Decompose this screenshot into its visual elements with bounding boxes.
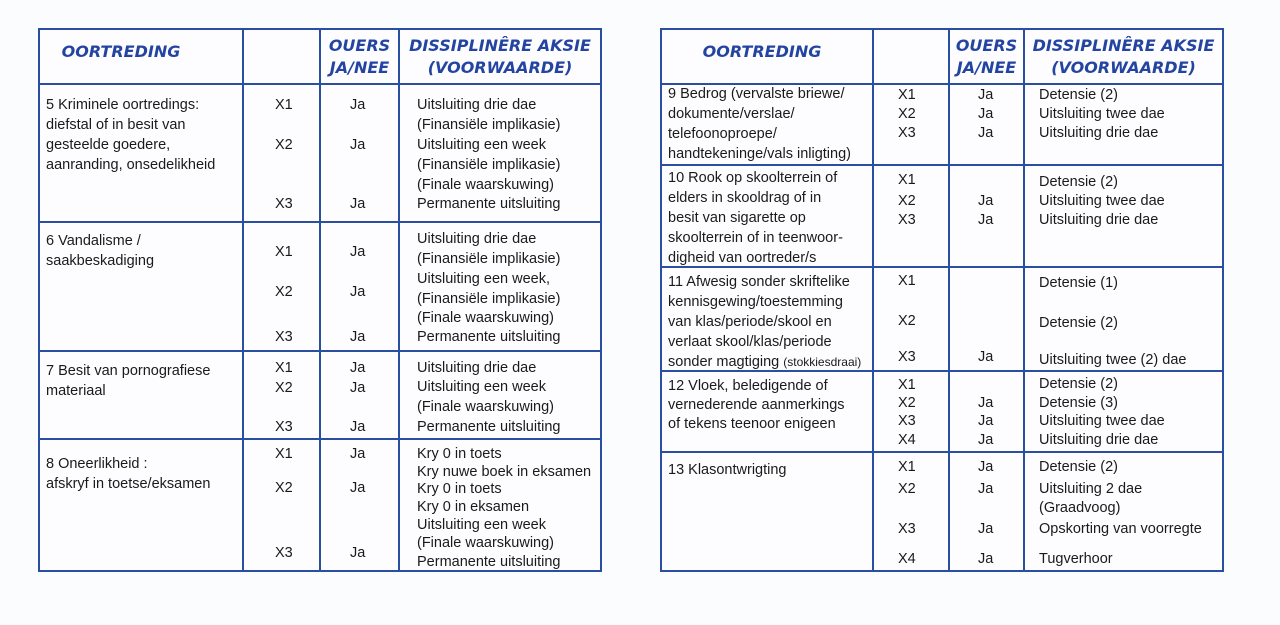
- disciplinary-action: Uitsluiting drie dae: [1039, 432, 1159, 448]
- header-offence: OORTREDING: [61, 42, 181, 61]
- offence-text: elders in skooldrag of in: [668, 190, 822, 206]
- disciplinary-action: Detensie (2): [1039, 174, 1118, 190]
- parents-notified: Ja: [350, 360, 366, 376]
- offence-level: X1: [275, 360, 293, 376]
- offence-text: 5 Kriminele oortredings:: [46, 97, 200, 113]
- disciplinary-action: Uitsluiting drie dae: [417, 360, 537, 376]
- disciplinary-action: Uitsluiting 2 dae: [1039, 481, 1143, 497]
- offence-text: 8 Oneerlikheid :: [46, 456, 148, 472]
- parents-notified: Ja: [978, 125, 994, 141]
- header-parents-line1: OUERS: [328, 36, 391, 55]
- disciplinary-action: (Finale waarskuwing): [417, 310, 554, 326]
- disciplinary-action: (Finale waarskuwing): [417, 535, 554, 551]
- offence-level: X2: [898, 481, 916, 497]
- offence-level: X1: [898, 377, 916, 393]
- disciplinary-action: Detensie (2): [1039, 376, 1118, 392]
- offence-text: vernederende aanmerkings: [668, 397, 845, 413]
- disciplinary-action: Detensie (1): [1039, 275, 1118, 291]
- parents-notified: Ja: [350, 196, 366, 212]
- parents-notified: Ja: [350, 380, 366, 396]
- parents-notified: Ja: [978, 551, 994, 567]
- disciplinary-action: Uitsluiting een week,: [417, 271, 550, 287]
- offence-text: 7 Besit van pornografiese: [46, 363, 211, 379]
- row-divider: [40, 221, 600, 223]
- offence-level: X1: [898, 172, 916, 188]
- offence-level: X1: [898, 87, 916, 103]
- disciplinary-action: Uitsluiting twee dae: [1039, 193, 1165, 209]
- offence-level: X1: [898, 273, 916, 289]
- disciplinary-action: Uitsluiting drie dae: [1039, 212, 1159, 228]
- disciplinary-action: Detensie (2): [1039, 87, 1118, 103]
- disciplinary-action: Uitsluiting twee dae: [1039, 413, 1165, 429]
- disciplinary-action: Kry 0 in toets: [417, 481, 502, 497]
- header-action-line1: DISSIPLINÊRE AKSIE: [1032, 36, 1215, 55]
- header-parents-line1: OUERS: [955, 36, 1018, 55]
- disciplinary-action: Uitsluiting drie dae: [1039, 125, 1159, 141]
- offence-level: X3: [898, 413, 916, 429]
- offence-level: X3: [275, 545, 293, 561]
- offence-level: X2: [898, 395, 916, 411]
- disciplinary-action: Permanente uitsluiting: [417, 419, 561, 435]
- offence-text: sonder magtiging (stokkiesdraai): [668, 354, 862, 370]
- parents-notified: Ja: [350, 137, 366, 153]
- offence-text: besit van sigarette op: [668, 210, 806, 226]
- offence-level: X1: [275, 446, 293, 462]
- offence-text: of tekens teenoor enigeen: [668, 416, 836, 432]
- offence-level: X4: [898, 551, 916, 567]
- offence-level: X3: [898, 349, 916, 365]
- offence-text: 11 Afwesig sonder skriftelike: [668, 274, 850, 290]
- offence-level: X1: [275, 244, 293, 260]
- parents-notified: Ja: [978, 459, 994, 475]
- parents-notified: Ja: [978, 106, 994, 122]
- parents-notified: Ja: [978, 212, 994, 228]
- disciplinary-action: Uitsluiting drie dae: [417, 231, 537, 247]
- disciplinary-action: Opskorting van voorregte: [1039, 521, 1202, 537]
- offence-level: X2: [275, 137, 293, 153]
- offence-text: afskryf in toetse/eksamen: [46, 476, 211, 492]
- offence-text: 9 Bedrog (vervalste briewe/: [668, 86, 845, 102]
- offence-text: 12 Vloek, beledigende of: [668, 378, 828, 394]
- offence-level: X2: [898, 106, 916, 122]
- left-discipline-table: [38, 28, 602, 572]
- offence-level: X1: [275, 97, 293, 113]
- header-action-line2: (VOORWAARDE): [1051, 58, 1196, 77]
- offence-level: X3: [275, 329, 293, 345]
- disciplinary-action: Uitsluiting drie dae: [417, 97, 537, 113]
- offence-level: X2: [275, 284, 293, 300]
- parents-notified: Ja: [350, 545, 366, 561]
- parents-notified: Ja: [350, 419, 366, 435]
- offence-level: X2: [898, 193, 916, 209]
- offence-text: van klas/periode/skool en: [668, 314, 832, 330]
- offence-text: 13 Klasontwrigting: [668, 462, 787, 478]
- row-divider: [40, 350, 600, 352]
- disciplinary-action: Kry nuwe boek in eksamen: [417, 464, 592, 480]
- parents-notified: Ja: [978, 193, 994, 209]
- disciplinary-action: (Graadvoog): [1039, 500, 1121, 516]
- offence-text: kennisgewing/toestemming: [668, 294, 843, 310]
- offence-text: saakbeskadiging: [46, 253, 155, 269]
- column-divider: [398, 30, 400, 570]
- column-divider: [319, 30, 321, 570]
- header-parents-line2: JA/NEE: [956, 58, 1017, 77]
- disciplinary-action: Permanente uitsluiting: [417, 554, 561, 570]
- parents-notified: Ja: [978, 432, 994, 448]
- parents-notified: Ja: [978, 349, 994, 365]
- disciplinary-action: (Finale waarskuwing): [417, 177, 554, 193]
- disciplinary-action: Uitsluiting een week: [417, 379, 546, 395]
- column-divider: [872, 30, 874, 570]
- disciplinary-action: Permanente uitsluiting: [417, 196, 561, 212]
- parents-notified: Ja: [978, 413, 994, 429]
- offence-text: 6 Vandalisme /: [46, 233, 141, 249]
- disciplinary-action: (Finansiële implikasie): [417, 117, 561, 133]
- disciplinary-action: Detensie (2): [1039, 315, 1118, 331]
- header-action-line2: (VOORWAARDE): [427, 58, 573, 77]
- disciplinary-action: Uitsluiting twee (2) dae: [1039, 352, 1187, 368]
- offence-text: materiaal: [46, 383, 106, 399]
- disciplinary-action: (Finansiële implikasie): [417, 251, 561, 267]
- offence-text: verlaat skool/klas/periode: [668, 334, 832, 350]
- disciplinary-action: Tugverhoor: [1039, 551, 1113, 567]
- column-divider: [948, 30, 950, 570]
- offence-level: X3: [275, 196, 293, 212]
- offence-text: handtekeninge/vals inligting): [668, 146, 851, 162]
- disciplinary-action: Detensie (2): [1039, 459, 1118, 475]
- offence-text: skoolterrein of in teenwoor-: [668, 230, 843, 246]
- disciplinary-action: Uitsluiting een week: [417, 137, 546, 153]
- disciplinary-action: Kry 0 in toets: [417, 446, 502, 462]
- offence-level: X3: [898, 212, 916, 228]
- parents-notified: Ja: [978, 395, 994, 411]
- offence-level: X2: [275, 380, 293, 396]
- offence-text: 10 Rook op skoolterrein of: [668, 170, 838, 186]
- disciplinary-action: Uitsluiting een week: [417, 517, 546, 533]
- disciplinary-action: Kry 0 in eksamen: [417, 499, 530, 515]
- offence-text: gesteelde goedere,: [46, 137, 171, 153]
- parents-notified: Ja: [350, 244, 366, 260]
- parents-notified: Ja: [978, 521, 994, 537]
- header-action-line1: DISSIPLINÊRE AKSIE: [409, 36, 591, 55]
- disciplinary-action: Detensie (3): [1039, 395, 1118, 411]
- column-divider: [242, 30, 244, 570]
- disciplinary-action: (Finansiële implikasie): [417, 291, 561, 307]
- offence-text: dokumente/verslae/: [668, 106, 795, 122]
- header-parents-line2: JA/NEE: [329, 58, 390, 77]
- offence-level: X1: [898, 459, 916, 475]
- header-offence: OORTREDING: [702, 42, 822, 61]
- row-divider: [662, 451, 1222, 453]
- parents-notified: Ja: [350, 480, 366, 496]
- offence-level: X4: [898, 432, 916, 448]
- offence-level: X3: [898, 521, 916, 537]
- header-divider: [40, 83, 600, 85]
- offence-text: digheid van oortreder/s: [668, 250, 817, 266]
- disciplinary-action: (Finale waarskuwing): [417, 399, 554, 415]
- disciplinary-action: Uitsluiting twee dae: [1039, 106, 1165, 122]
- parents-notified: Ja: [350, 446, 366, 462]
- offence-text: aanranding, onsedelikheid: [46, 157, 216, 173]
- offence-level: X3: [898, 125, 916, 141]
- column-divider: [1023, 30, 1025, 570]
- disciplinary-action: (Finansiële implikasie): [417, 157, 561, 173]
- parents-notified: Ja: [978, 481, 994, 497]
- offence-note: (stokkiesdraai): [783, 355, 862, 369]
- right-discipline-table: [660, 28, 1224, 572]
- parents-notified: Ja: [350, 97, 366, 113]
- parents-notified: Ja: [350, 284, 366, 300]
- offence-level: X2: [275, 480, 293, 496]
- disciplinary-action: Permanente uitsluiting: [417, 329, 561, 345]
- offence-text: telefoonoproepe/: [668, 126, 777, 142]
- row-divider: [40, 438, 600, 440]
- parents-notified: Ja: [350, 329, 366, 345]
- parents-notified: Ja: [978, 87, 994, 103]
- offence-text: diefstal of in besit van: [46, 117, 186, 133]
- offence-level: X3: [275, 419, 293, 435]
- offence-level: X2: [898, 313, 916, 329]
